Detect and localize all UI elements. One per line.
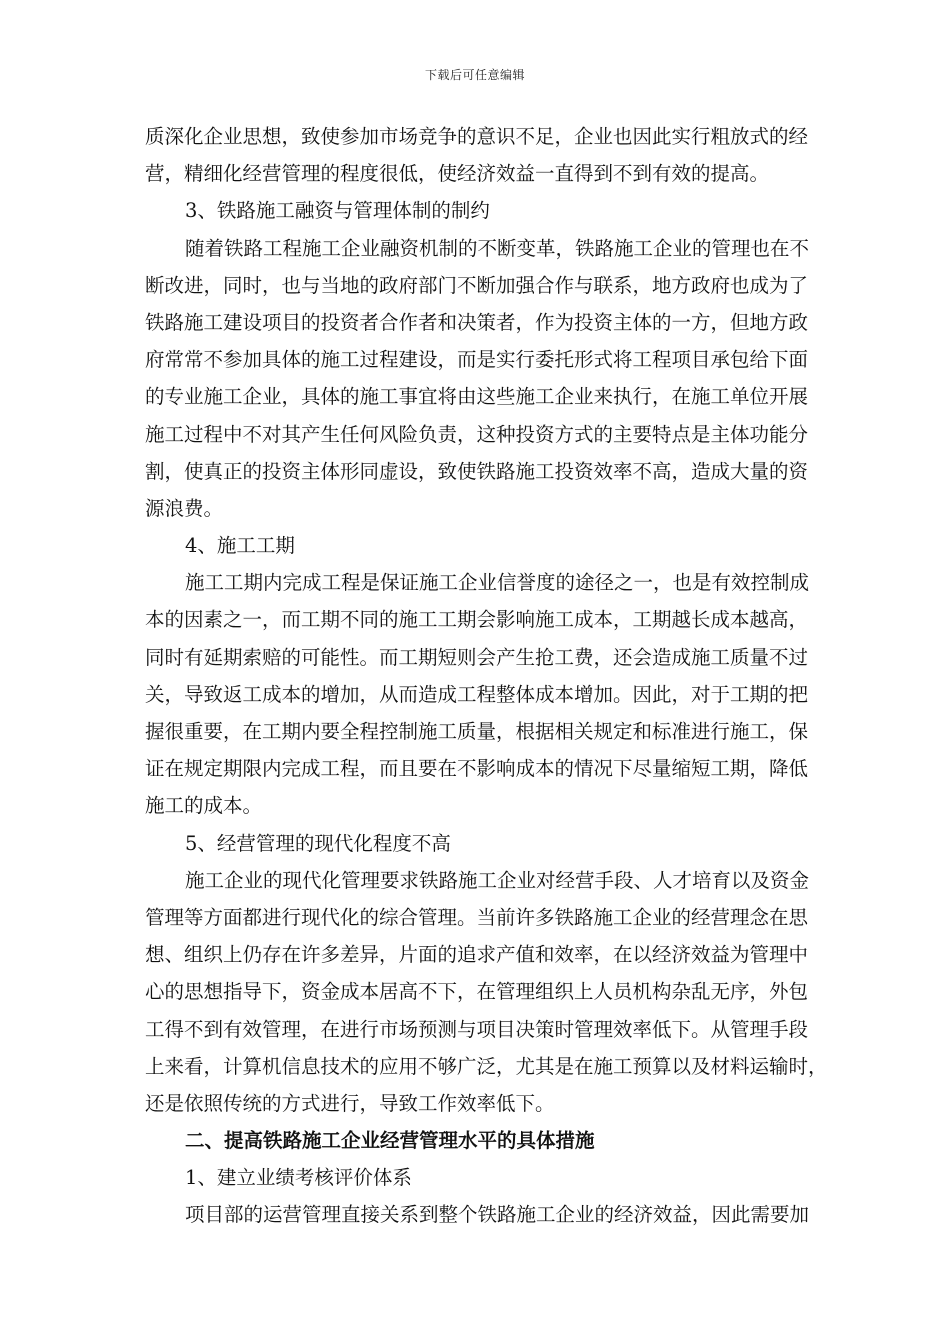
text-line: 工得不到有效管理，在进行市场预测与项目决策时管理效率低下。从管理手段	[145, 1017, 809, 1041]
text-line: 施工的成本。	[145, 794, 263, 818]
text-line: 断改进，同时，也与当地的政府部门不断加强合作与联系，地方政府也成为了	[145, 273, 809, 297]
text-line: 证在规定期限内完成工程，而且要在不影响成本的情况下尽量缩短工期，降低	[145, 757, 809, 781]
section-heading: 二、提高铁路施工企业经营管理水平的具体措施	[185, 1129, 595, 1153]
text-line: 上来看，计算机信息技术的应用不够广泛，尤其是在施工预算以及材料运输时，	[145, 1054, 828, 1078]
text-line: 随着铁路工程施工企业融资机制的不断变革，铁路施工企业的管理也在不	[185, 236, 810, 260]
text-line: 本的因素之一，而工期不同的施工工期会影响施工成本，工期越长成本越高，	[145, 608, 809, 632]
text-line: 府常常不参加具体的施工过程建设，而是实行委托形式将工程项目承包给下面	[145, 348, 809, 372]
text-line: 施工企业的现代化管理要求铁路施工企业对经营手段、人才培育以及资金	[185, 868, 810, 892]
text-line: 的专业施工企业，具体的施工事宜将由这些施工企业来执行，在施工单位开展	[145, 385, 809, 409]
text-line: 割，使真正的投资主体形同虚设，致使铁路施工投资效率不高，造成大量的资	[145, 459, 809, 483]
text-line: 源浪费。	[145, 496, 224, 520]
page-header: 下载后可任意编辑	[424, 68, 525, 82]
document-body	[145, 118, 828, 1234]
text-line: 管理等方面都进行现代化的综合管理。当前许多铁路施工企业的经营理念在思	[145, 905, 809, 929]
text-line: 质深化企业思想，致使参加市场竞争的意识不足，企业也因此实行粗放式的经	[145, 125, 809, 148]
text-line: 项目部的运营管理直接关系到整个铁路施工企业的经济效益，因此需要加	[185, 1203, 810, 1227]
text-line: 施工工期内完成工程是保证施工企业信誉度的途径之一，也是有效控制成	[185, 571, 810, 595]
text-line: 4、施工工期	[185, 534, 295, 558]
text-line: 同时有延期索赔的可能性。而工期短则会产生抢工费，还会造成施工质量不过	[145, 645, 809, 669]
text-line: 铁路施工建设项目的投资者合作者和决策者，作为投资主体的一方，但地方政	[145, 310, 809, 334]
text-line: 5、经营管理的现代化程度不高	[185, 831, 451, 855]
text-line: 关，导致返工成本的增加，从而造成工程整体成本增加。因此，对于工期的把	[145, 682, 809, 706]
text-line: 握很重要，在工期内要全程控制施工质量，根据相关规定和标准进行施工，保	[145, 720, 809, 743]
text-line: 施工过程中不对其产生任何风险负责，这种投资方式的主要特点是主体功能分	[145, 422, 809, 446]
text-line: 还是依照传统的方式进行，导致工作效率低下。	[145, 1091, 555, 1115]
text-line: 想、组织上仍存在许多差异，片面的追求产值和效率，在以经济效益为管理中	[145, 943, 809, 967]
text-line: 1、建立业绩考核评价体系	[185, 1166, 412, 1190]
text-line: 心的思想指导下，资金成本居高不下，在管理组织上人员机构杂乱无序，外包	[145, 980, 809, 1004]
text-line: 3、铁路施工融资与管理体制的制约	[185, 199, 490, 223]
text-line: 营，精细化经营管理的程度很低，使经济效益一直得到不到有效的提高。	[145, 162, 770, 186]
